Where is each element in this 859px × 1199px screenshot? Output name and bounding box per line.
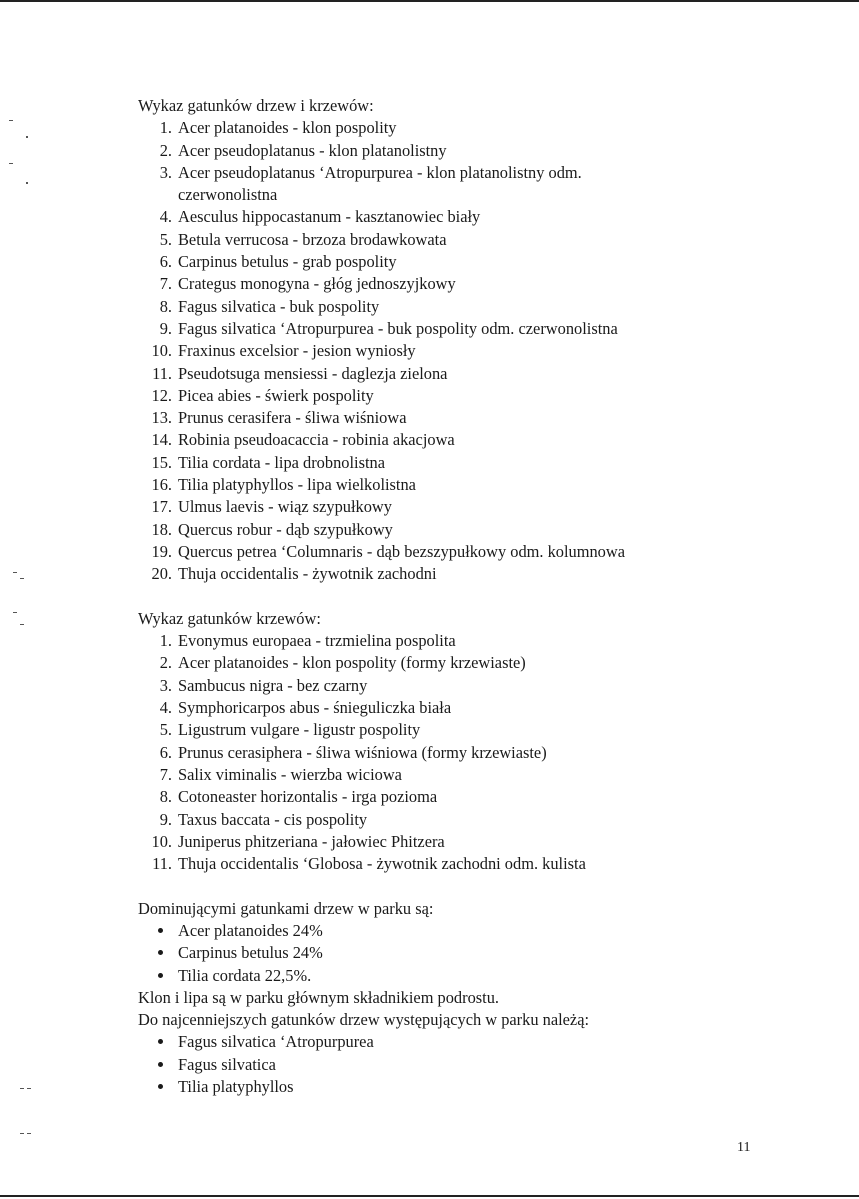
list-item-number: 10. [151,831,172,851]
list-item-continuation: czerwonolistna [178,185,278,205]
scan-mark [9,163,13,164]
bullet-item-text: Fagus silvatica [178,1054,276,1074]
bullet-item [136,942,756,964]
list-item-text: Quercus petrea ‘Columnaris - dąb bezszypułkowy odm. kolumnowa [178,541,625,561]
bullet-icon [158,1084,163,1089]
list-item-number: 17. [151,497,172,517]
list-item-text: Acer pseudoplatanus - klon platanolistny [178,140,447,160]
bullet-icon [158,1062,163,1067]
list-item [136,318,756,340]
list-item [136,764,756,786]
list-item-text: Fagus silvatica ‘Atropurpurea - buk pospolity odm. czerwonolistna [178,318,618,338]
list-item-text: Carpinus betulus - grab pospolity [178,252,397,272]
list-item [136,853,756,875]
list-item-text: Tilia cordata - lipa drobnolistna [178,452,385,472]
list-item-number: 7. [159,764,172,784]
list-item [136,296,756,318]
bullet-item [136,965,756,987]
scan-mark [27,1088,31,1089]
list-item [136,474,756,496]
list-item-text: Prunus cerasiphera - śliwa wiśniowa (formy krzewiaste) [178,742,547,762]
bullet-item [136,1054,756,1076]
list-item-text: Betula verrucosa - brzoza brodawkowata [178,229,447,249]
page-number: 11 [737,1140,751,1155]
section-gap [136,875,756,897]
list-item [136,831,756,853]
list-item-text: Robinia pseudoacaccia - robinia akacjowa [178,430,455,450]
scan-mark [26,182,28,184]
list-item-number: 11. [152,363,172,383]
list-item [136,162,756,207]
list-item [136,675,756,697]
list-item [136,117,756,139]
list-item [136,809,756,831]
list-item-text: Prunus cerasifera - śliwa wiśniowa [178,408,407,428]
document-page [136,95,756,1098]
list-item-number: 4. [159,698,172,718]
bullet-icon [158,950,163,955]
valuable-species-list [136,1031,756,1098]
list-item-text: Fagus silvatica - buk pospolity [178,296,380,316]
list-item-number: 8. [159,296,172,316]
list-item-number: 11. [152,854,172,874]
top-scan-border [0,0,859,2]
scan-mark [20,578,24,579]
list-item-number: 4. [159,207,172,227]
list-item [136,652,756,674]
scan-mark [27,1133,31,1134]
list-item-text: Symphoricarpos abus - śnieguliczka biała [178,698,452,718]
bottom-scan-border [0,1195,859,1197]
list-item-text: Acer pseudoplatanus ‘Atropurpurea - klon platanolistny odm. [178,162,582,182]
list-item-number: 15. [151,452,172,472]
list-item-text: Acer platanoides - klon pospolity [178,118,397,138]
bullet-item [136,1076,756,1098]
list-item-number: 19. [151,541,172,561]
scan-mark [20,1088,24,1089]
list-item [136,407,756,429]
list-item [136,385,756,407]
dominant-heading: Dominującymi gatunkami drzew w parku są: [138,898,434,918]
list-item-number: 6. [159,252,172,272]
list-item [136,541,756,563]
list-item [136,340,756,362]
list-item [136,697,756,719]
bullet-item-text: Fagus silvatica ‘Atropurpurea [178,1032,374,1052]
list-item [136,429,756,451]
list-item-number: 6. [159,742,172,762]
list-item-text: Evonymus europaea - trzmielina pospolita [178,631,456,651]
scan-mark [9,120,13,121]
list-item [136,630,756,652]
list-item [136,251,756,273]
undergrowth-text: Klon i lipa są w parku głównym składnikiem podrostu. [138,987,500,1007]
list-item-number: 18. [151,519,172,539]
list-item-text: Picea abies - świerk pospolity [178,385,374,405]
list-item-number: 7. [159,274,172,294]
bullet-item-text: Carpinus betulus 24% [178,943,323,963]
list-item [136,519,756,541]
list-item-number: 5. [159,720,172,740]
list-item-number: 14. [151,430,172,450]
shrubs-list [136,630,756,875]
list-item-text: Thuja occidentalis - żywotnik zachodni [178,564,437,584]
trees-list [136,117,756,585]
list-item [136,563,756,585]
bullet-item-text: Tilia cordata 22,5%. [178,965,312,985]
list-item-text: Juniperus phitzeriana - jałowiec Phitzera [178,831,445,851]
list-item-number: 5. [159,229,172,249]
list-item-text: Tilia platyphyllos - lipa wielkolistna [178,475,416,495]
list-item-text: Cotoneaster horizontalis - irga pozioma [178,787,438,807]
list-item-number: 2. [159,140,172,160]
list-item-number: 9. [159,318,172,338]
list-item [136,719,756,741]
bullet-icon [158,928,163,933]
trees-heading: Wykaz gatunków drzew i krzewów: [138,96,374,115]
list-item-number: 1. [159,631,172,651]
bullet-item-text: Acer platanoides 24% [178,920,323,940]
list-item [136,452,756,474]
valuable-heading: Do najcenniejszych gatunków drzew występujących w parku należą: [138,1010,590,1030]
scan-mark [13,572,17,573]
bullet-item [136,920,756,942]
bullet-item [136,1031,756,1053]
bullet-item-text: Tilia platyphyllos [178,1077,294,1097]
bullet-icon [158,1039,163,1044]
list-item [136,229,756,251]
list-item-text: Pseudotsuga mensiessi - daglezja zielona [178,363,448,383]
bullet-icon [158,973,163,978]
list-item-number: 1. [159,118,172,138]
list-item [136,140,756,162]
list-item-number: 2. [159,653,172,673]
list-item [136,742,756,764]
list-item-text: Sambucus nigra - bez czarny [178,675,368,695]
list-item-text: Fraxinus excelsior - jesion wyniosły [178,341,416,361]
list-item-text: Ulmus laevis - wiąz szypułkowy [178,497,392,517]
section-gap [136,586,756,608]
scan-mark [13,612,17,613]
list-item-number: 3. [159,162,172,182]
list-item-text: Acer platanoides - klon pospolity (formy krzewiaste) [178,653,526,673]
list-item-number: 20. [151,564,172,584]
list-item [136,206,756,228]
scan-mark [20,1133,24,1134]
dominant-species-list [136,920,756,987]
list-item-number: 13. [151,408,172,428]
list-item-text: Quercus robur - dąb szypułkowy [178,519,393,539]
list-item-number: 10. [151,341,172,361]
list-item-number: 9. [159,809,172,829]
list-item-number: 12. [151,385,172,405]
shrubs-heading: Wykaz gatunków krzewów: [138,608,321,628]
scan-mark [26,136,28,138]
list-item-text: Salix viminalis - wierzba wiciowa [178,764,402,784]
list-item-number: 3. [159,675,172,695]
list-item [136,363,756,385]
list-item-text: Thuja occidentalis ‘Globosa - żywotnik zachodni odm. kulista [178,854,586,874]
list-item [136,496,756,518]
list-item-number: 16. [151,475,172,495]
list-item-text: Aesculus hippocastanum - kasztanowiec biały [178,207,481,227]
scan-mark [20,624,24,625]
list-item-text: Crategus monogyna - głóg jednoszyjkowy [178,274,456,294]
list-item [136,786,756,808]
list-item [136,273,756,295]
list-item-text: Ligustrum vulgare - ligustr pospolity [178,720,421,740]
list-item-number: 8. [159,787,172,807]
list-item-text: Taxus baccata - cis pospolity [178,809,368,829]
